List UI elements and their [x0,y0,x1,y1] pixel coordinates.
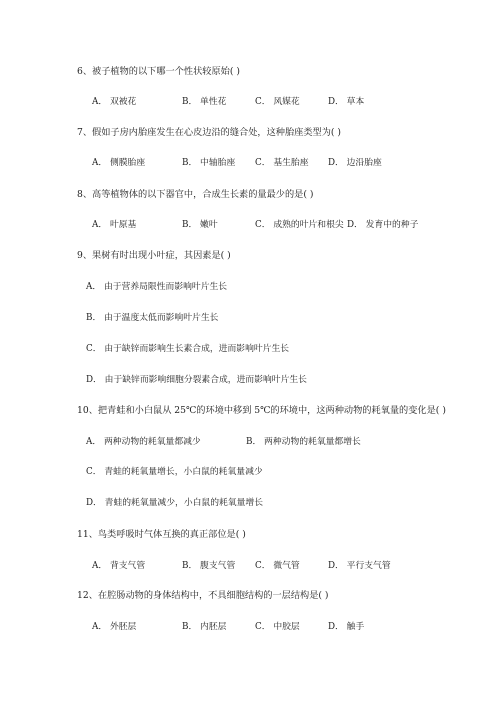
question-10-option-b: B． 两种动物的耗氧量都增长 [246,437,361,447]
question-10-option-a: A． 两种动物的耗氧量都减少 [86,437,201,447]
question-12-option-a: A． 外胚层 [92,622,137,632]
question-10-stem: 10、把青蛙和小白鼠从 25℃的环境中移到 5℃的环境中，这两种动物的耗氧量的变化是( ) [77,405,446,416]
question-8-option-d: D． 发育中的种子 [347,220,419,230]
question-11-option-b: B． 腹支气管 [182,561,236,571]
question-12-option-d: D． 触手 [328,622,365,632]
question-10-option-d: D． 青蛙的耗氧量减少，小白鼠的耗氧量增长 [86,498,263,508]
question-8-option-c: C． 成熟的叶片和根尖 [255,220,344,230]
question-8-stem: 8、高等植物体的以下器官中，合成生长素的量最少的是( ) [77,189,314,200]
question-11-stem: 11、鸟类呼吸时气体互换的真正部位是( ) [77,529,246,540]
question-7-option-b: B． 中轴胎座 [182,158,236,168]
question-10-option-c: C． 青蛙的耗氧量增长，小白鼠的耗氧量减少 [86,467,263,477]
question-6-option-b: B． 单性花 [182,97,227,107]
question-9-option-b: B． 由于温度太低而影响叶片生长 [86,313,219,323]
question-7-option-c: C． 基生胎座 [255,158,309,168]
question-6-option-c: C． 风媒花 [255,97,300,107]
question-8-option-b: B． 嫩叶 [182,220,218,230]
question-12-option-b: B． 内胚层 [182,622,227,632]
question-6-option-a: A． 双被花 [92,97,137,107]
question-7-option-d: D． 边沿胎座 [328,158,382,168]
question-6-option-d: D． 草本 [328,97,365,107]
question-8-option-a: A． 叶原基 [92,220,137,230]
question-6-stem: 6、被子植物的以下哪一个性状较原始( ) [77,66,240,77]
question-9-option-d: D． 由于缺锌而影响细胞分裂素合成，进而影响叶片生长 [86,375,307,385]
question-12-option-c: C． 中胶层 [255,622,300,632]
question-7-option-a: A． 侧膜胎座 [92,158,146,168]
question-9-option-a: A． 由于营养局限性而影响叶片生长 [86,282,228,292]
question-7-stem: 7、假如子房内胎座发生在心皮边沿的缝合处，这种胎座类型为( ) [77,127,341,138]
question-11-option-a: A． 背支气管 [92,561,146,571]
question-11-option-c: C． 微气管 [255,561,300,571]
question-9-stem: 9、果树有时出现小叶症，其因素是( ) [77,250,231,261]
question-11-option-d: D． 平行支气管 [328,561,391,571]
question-9-option-c: C． 由于缺锌而影响生长素合成，进而影响叶片生长 [86,344,290,354]
question-12-stem: 12、在腔肠动物的身体结构中，不具细胞结构的一层结构是( ) [77,590,329,601]
